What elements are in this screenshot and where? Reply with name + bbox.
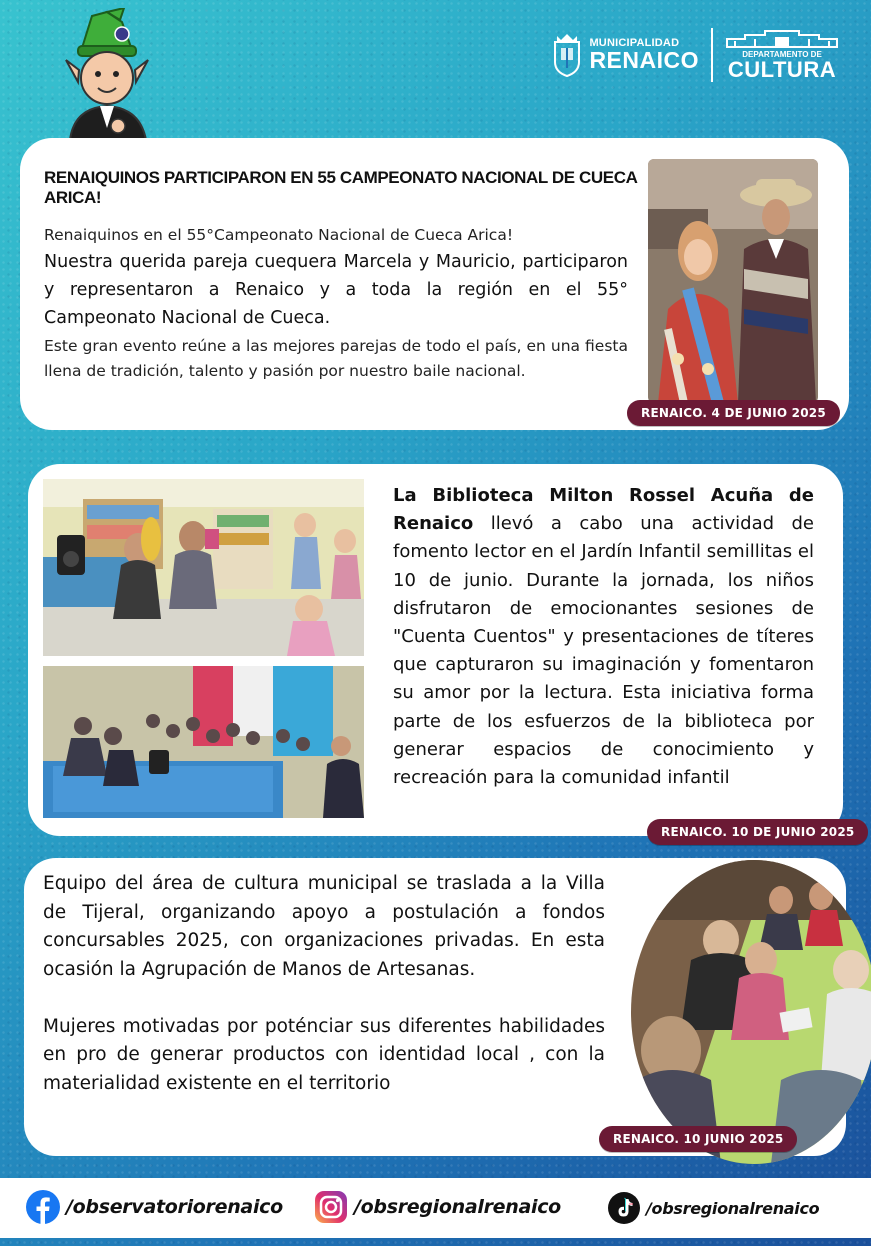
municipality-line1: MUNICIPALIDAD (589, 37, 680, 49)
logo-divider (711, 28, 713, 82)
news2-date-ribbon: RENAICO. 10 DE JUNIO 2025 (647, 819, 868, 845)
header-logos (551, 28, 839, 82)
news1-title: RENAIQUINOS PARTICIPARON EN 55 CAMPEONATO NACIONAL DE CUECA ARICA! (44, 168, 637, 207)
news2-text: llevó a cabo una actividad de fomento lector en el Jardín Infantil semillitas el 10 de junio. Durante la jornada, los niños disfrutaron de emocionantes sesiones de "Cuenta Cuentos" y presentaciones de títeres que capturaron su imaginación y fomentaron su amor por la lectura. Esta iniciativa forma parte de los esfuerzos de la biblioteca por generar espacios de conocimiento y recreación para la comunidad infantil (393, 513, 814, 789)
facebook-link[interactable] (26, 1190, 283, 1224)
news1-date-ribbon: RENAICO. 4 DE JUNIO 2025 (627, 400, 840, 426)
news3-date-ribbon: RENAICO. 10 JUNIO 2025 (599, 1126, 797, 1152)
tiktok-link[interactable] (608, 1192, 819, 1224)
tiktok-handle: /obsregionalrenaico (646, 1198, 820, 1218)
instagram-icon (314, 1190, 348, 1224)
artisans-meeting-photo (631, 860, 871, 1164)
coat-of-arms-icon (551, 32, 583, 78)
paragraph-gap (43, 984, 605, 1013)
culture-line1: DEPARTAMENTO DE (742, 50, 822, 59)
news3-para2: Mujeres motivadas por poténciar sus diferentes habilidades en pro de generar productos con identidad local , con la materialidad existente en el territorio (43, 1015, 605, 1094)
news1-body2: Este gran evento reúne a las mejores parejas de todo el país, en una fiesta llena de tradición, talento y pasión por nuestro baile nacional. (44, 337, 628, 380)
culture-logo (725, 29, 839, 81)
elf-mascot-icon (52, 8, 162, 140)
news1-body: Nuestra querida pareja cuequera Marcela y Mauricio, participaron y representaron a Renaico y a toda la región en el 55° Campeonato Nacional de Cueca. (44, 252, 628, 328)
culture-line2: CULTURA (727, 57, 837, 82)
news2-body (393, 482, 814, 792)
news3-text (43, 870, 605, 1098)
cueca-couple-photo (648, 159, 818, 403)
municipality-line2: RENAICO (589, 47, 699, 73)
news3-para1: Equipo del área de cultura municipal se traslada a la Villa de Tijeral, organizando apoyo a postulación a fondos concursables 2025, con organizaciones privadas. En esta ocasión la Agrupación de Manos de Artesanas. (43, 873, 605, 980)
tiktok-icon (608, 1192, 640, 1224)
news1-subtitle: Renaiquinos en el 55°Campeonato Nacional de Cueca Arica! (44, 226, 514, 244)
social-footer (0, 1178, 871, 1238)
instagram-handle: /obsregionalrenaico (354, 1196, 561, 1218)
instagram-link[interactable] (314, 1190, 561, 1224)
building-icon (725, 29, 839, 49)
municipality-logo (551, 32, 699, 78)
news2-bold-lead: La Biblioteca Milton Rossel Acuña de Renaico (393, 485, 814, 535)
storytelling-photo-2 (43, 666, 364, 818)
facebook-icon (26, 1190, 60, 1224)
storytelling-photo-1 (43, 479, 364, 656)
facebook-handle: /observatoriorenaico (66, 1196, 283, 1218)
